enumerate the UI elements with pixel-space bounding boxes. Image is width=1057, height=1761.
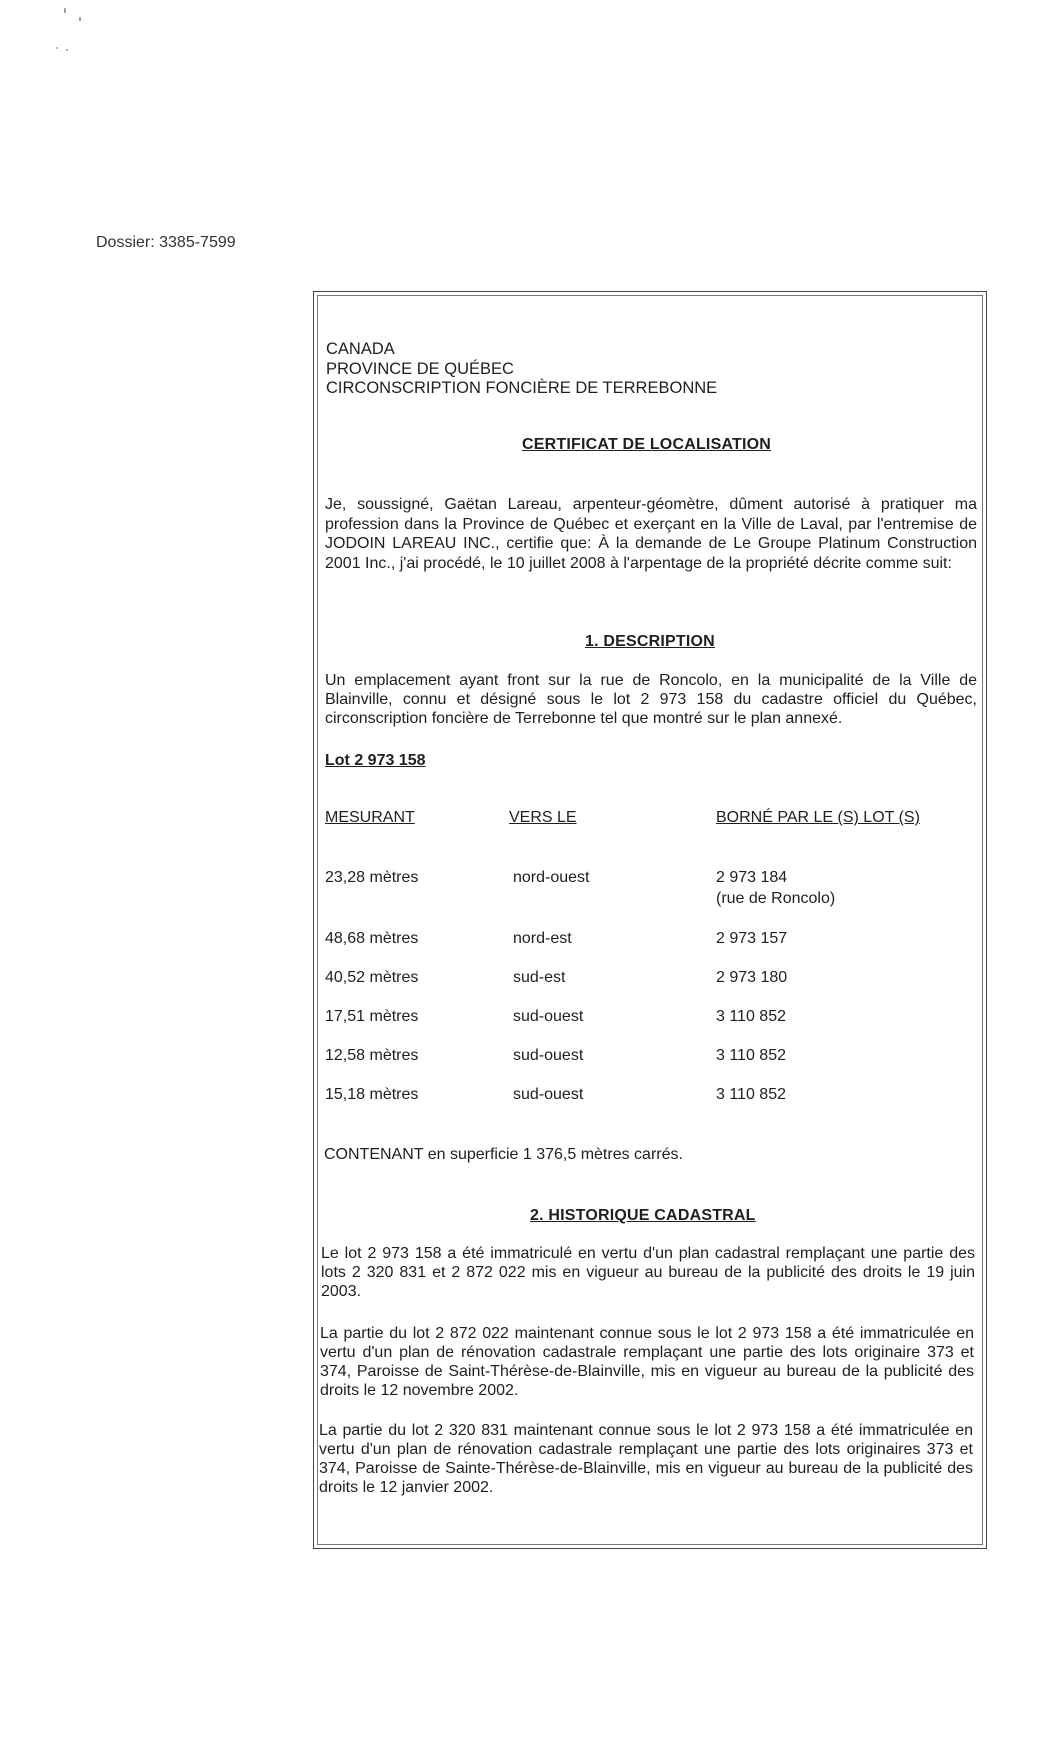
cell-borne-note: (rue de Roncolo) bbox=[716, 890, 836, 907]
scan-speck bbox=[79, 17, 81, 21]
contenant-text: CONTENANT en superficie 1 376,5 mètres carrés. bbox=[324, 1146, 683, 1163]
cell-mesurant: 23,28 mètres bbox=[325, 869, 419, 886]
certificate-title: CERTIFICAT DE LOCALISATION bbox=[522, 436, 772, 453]
cell-borne: 3 110 852 bbox=[716, 1008, 786, 1025]
header-circonscription: CIRCONSCRIPTION FONCIÈRE DE TERREBONNE bbox=[326, 379, 718, 397]
description-paragraph: Un emplacement ayant front sur la rue de Roncolo, en la municipalité de la Ville de Blainville, connu et désigné sous le lot 2 973 158 du cadastre officiel du Québec, circonscription foncière de Terrebonne tel que montré sur le plan annexé. bbox=[325, 672, 977, 727]
cell-borne: 2 973 180 bbox=[716, 969, 788, 986]
scan-speck bbox=[64, 8, 66, 13]
cell-vers: sud-ouest bbox=[513, 1008, 584, 1025]
column-header-borne: BORNÉ PAR LE (S) LOT (S) bbox=[716, 809, 920, 826]
cell-vers: sud-est bbox=[513, 969, 566, 986]
scan-speck bbox=[66, 49, 68, 51]
column-header-mesurant: MESURANT bbox=[325, 809, 415, 826]
column-header-vers: VERS LE bbox=[509, 809, 577, 826]
cell-vers: sud-ouest bbox=[513, 1086, 584, 1103]
cell-mesurant: 12,58 mètres bbox=[325, 1047, 419, 1064]
cell-borne: 3 110 852 bbox=[716, 1086, 786, 1103]
cell-mesurant: 15,18 mètres bbox=[325, 1086, 419, 1103]
cell-borne: 2 973 157 bbox=[716, 930, 788, 947]
intro-paragraph: Je, soussigné, Gaëtan Lareau, arpenteur-géomètre, dûment autorisé à pratiquer ma profession dans la Province de Québec et exerçant en la Ville de Laval, par l'entremise de JODOIN LAREAU INC., certifie que: À la demande de Le Groupe Platinum Construction 2001 Inc., j'ai procédé, le 10 juillet 2008 à l'arpentage de la propriété décrite comme suit: bbox=[325, 496, 977, 572]
dossier-number: Dossier: 3385-7599 bbox=[96, 234, 236, 251]
lot-label: Lot 2 973 158 bbox=[325, 752, 426, 769]
historique-paragraph-3: La partie du lot 2 320 831 maintenant connue sous le lot 2 973 158 a été immatriculée en vertu d'un plan de rénovation cadastrale remplaçant une partie des lots originaires 373 et 374, Paroisse de Sainte-Thérèse-de-Blainville, mis en vigueur au bureau de la publicité des droits le 12 janvier 2002. bbox=[319, 1422, 973, 1496]
historique-paragraph-2: La partie du lot 2 872 022 maintenant connue sous le lot 2 973 158 a été immatriculée en vertu d'un plan de rénovation cadastrale remplaçant une partie des lots originaire 373 et 374, Paroisse de Saint-Thérèse-de-Blainville, mis en vigueur au bureau de la publicité des droits le 12 novembre 2002. bbox=[320, 1325, 974, 1399]
cell-vers: nord-est bbox=[513, 930, 572, 947]
cell-borne: 3 110 852 bbox=[716, 1047, 786, 1064]
cell-vers: sud-ouest bbox=[513, 1047, 584, 1064]
header-province: PROVINCE DE QUÉBEC bbox=[326, 359, 514, 378]
scan-speck bbox=[56, 47, 58, 49]
historique-paragraph-1: Le lot 2 973 158 a été immatriculé en vertu d'un plan cadastral remplaçant une partie des lots 2 320 831 et 2 872 022 mis en vigueur au bureau de la publicité des droits le 19 juin 2003. bbox=[321, 1245, 975, 1300]
cell-vers: nord-ouest bbox=[513, 869, 590, 886]
header-block bbox=[326, 340, 776, 399]
cell-mesurant: 48,68 mètres bbox=[325, 930, 419, 947]
header-country: CANADA bbox=[326, 340, 395, 358]
section2-title: 2. HISTORIQUE CADASTRAL bbox=[530, 1207, 756, 1224]
section1-title: 1. DESCRIPTION bbox=[585, 633, 715, 650]
cell-borne: 2 973 184 bbox=[716, 869, 788, 886]
cell-mesurant: 40,52 mètres bbox=[325, 969, 419, 986]
cell-mesurant: 17,51 mètres bbox=[325, 1008, 419, 1025]
